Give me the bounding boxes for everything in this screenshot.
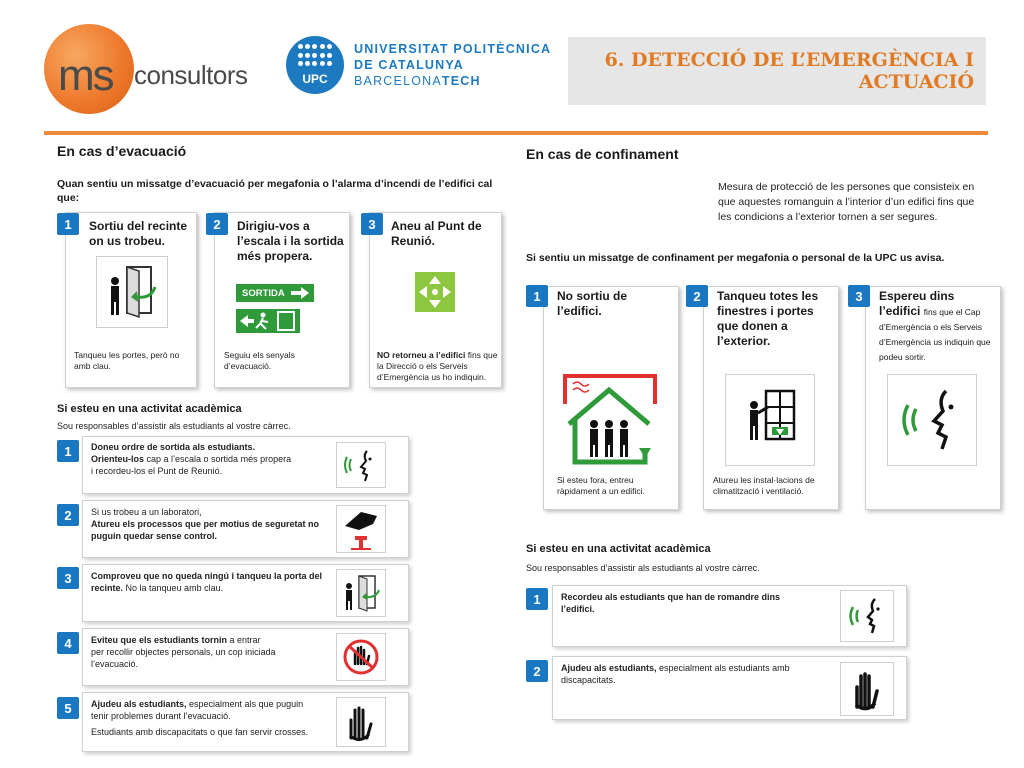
confinement-intro: Si sentiu un missatge de confinament per megafonia o personal de la UPC us avisa. [526,252,945,264]
step-title: Sortiu del recinte on us trobeu. [89,219,188,248]
confinement-academic-intro: Sou responsables d’assistir als estudiants al vostre càrrec. [526,563,760,573]
window-person-icon [725,374,815,466]
raised-hand-icon [840,662,894,716]
upc-abbr: UPC [302,72,328,86]
item-number: 4 [57,632,79,654]
exit-door-icon [96,256,168,328]
confinement-academic-title: Si esteu en una activitat acadèmica [526,543,711,555]
no-hand-icon [336,633,386,681]
speaking-head-icon [887,374,977,466]
item-text: Si us trobeu a un laboratori, Atureu els processos que per motius de seguretat no puguin quedar sense control. [91,507,320,541]
upc-line-2: DE CATALUNYA [354,58,465,72]
logo-consultors-text: consultors [134,60,248,90]
item-number: 5 [57,697,79,719]
exit-sign-icon [236,284,314,302]
exit-sign-label: SORTIDA [242,287,285,299]
item-number: 1 [526,588,548,610]
evacuation-academic-intro: Sou responsables d’assistir als estudiants al vostre càrrec. [57,421,291,431]
item-text: Eviteu que els estudiants tornin a entrar per recollir objectes personals, un cop iniciada l’evacuació. [91,635,276,669]
step-title: No sortiu de l’edifici. [557,289,628,318]
step-note: Tanqueu les portes, però no amb clau. [74,350,180,371]
assembly-point-icon [415,272,455,312]
item-text: Recordeu als estudiants que han de romandre dins l’edifici. [561,592,781,614]
speaking-head-icon [336,442,386,488]
item-text: Doneu ordre de sortida als estudiants. Orienteu-los cap a l’escala o sortida més propera i recordeu-los el Punt de Reunió. [91,442,292,476]
header-divider [44,131,988,135]
confinement-definition: Mesura de protecció de les persones que consisteix en que aquestes romanguin a l’interior d’un edifici fins que les condicions a l’exterior tornen a ser segures. [718,181,975,223]
step-title: Aneu al Punt de Reunió. [391,219,482,248]
upc-logo [286,36,556,96]
item-text: Ajudeu als estudiants, especialment als estudiants amb discapacitats. [561,663,790,685]
ms-consultors-logo [44,24,284,114]
step-title: Dirigiu-vos a l’escala i la sortida més propera. [237,219,344,263]
item-number: 2 [526,660,548,682]
step-title: Tanqueu totes les finestres i portes que donen a l’exterior. [717,289,819,348]
step-number: 1 [526,285,548,307]
page-title: 6. DETECCIÓ DE L’EMERGÈNCIA I ACTUACIÓ [604,49,974,93]
item-number: 2 [57,504,79,526]
item-text: Comproveu que no queda ningú i tanqueu la porta del recinte. No la tanqueu amb clau. [91,571,323,593]
speaking-head-icon [840,590,894,642]
step-number: 1 [57,213,79,235]
evacuation-title: En cas d’evacuació [57,143,187,159]
running-man-icon [236,309,300,333]
upc-line-1: UNIVERSITAT POLITÈCNICA [354,42,552,56]
evacuation-intro: Quan sentiu un missatge d’evacuació per megafonia o l’alarma d’incendi de l’edifici cal que: [57,178,493,204]
gloved-hand-icon [336,505,386,553]
evacuation-academic-title: Si esteu en una activitat acadèmica [57,403,242,415]
page-title-box [568,37,986,105]
item-number: 1 [57,440,79,462]
exit-door-icon [336,569,386,617]
step-number: 3 [361,213,383,235]
step-number: 3 [848,285,870,307]
house-people-icon [561,374,659,466]
item-text: Ajudeu als estudiants, especialment als que puguin tenir problemes durant l’evacuació. Estudiants amb discapacitats o que fan servir crosses. [91,699,309,737]
step-number: 2 [686,285,708,307]
upc-logo-mark [286,36,344,94]
item-number: 3 [57,567,79,589]
upc-line-3: BARCELONATECH [354,74,481,88]
logo-ms-text: ms [58,51,113,100]
step-note: Si esteu fora, entreu ràpidament a un edifici. [557,475,645,496]
step-note: Seguiu els senyals d’evacuació. [224,350,295,371]
confinement-title: En cas de confinament [526,146,679,162]
step-note: NO retorneu a l’edifici fins que la Direcció o els Serveis d’Emergència us ho indiquin. [377,350,498,382]
step-title: Espereu dins l’edifici fins que el Cap d’Emergència o els Serveis d’Emergència us indiquin que podeu sortir. [879,289,991,362]
raised-hand-icon [336,697,386,747]
step-note: Atureu les instal·lacions de climatització i ventilació. [713,475,815,496]
step-number: 2 [206,213,228,235]
